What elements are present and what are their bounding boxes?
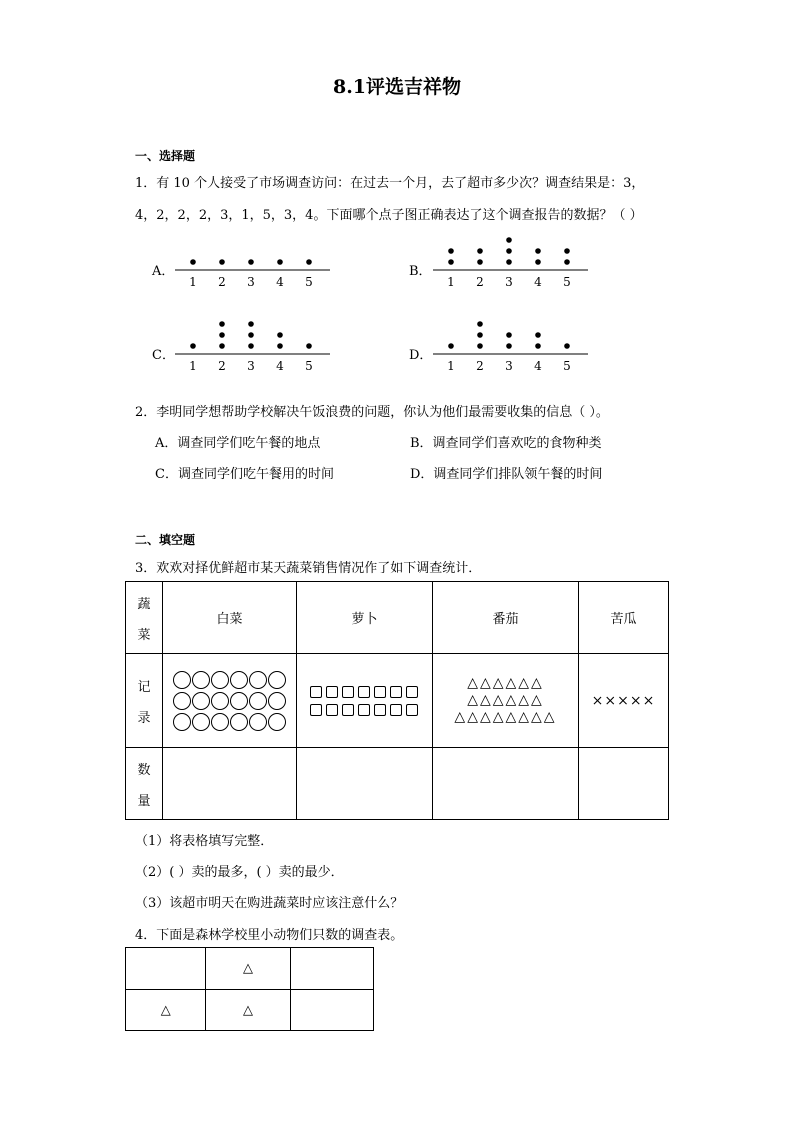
plot-dot (277, 343, 283, 349)
plot-dot (277, 259, 283, 265)
question-4-text: 4．下面是森林学校里小动物们只数的调查表。 (135, 928, 404, 943)
dot-plot-a (175, 238, 335, 293)
dot-plot-c (175, 312, 335, 377)
plot-dot (190, 259, 196, 265)
question-2-option-c[interactable]: C．调查同学们吃午餐用的时间 (155, 467, 334, 482)
tomato-record-cell (433, 654, 579, 748)
animal-cell[interactable] (290, 948, 373, 990)
bitter-melon-count-cell[interactable] (579, 748, 669, 820)
dot-plot-d (433, 312, 593, 377)
triangle-tally-row-3: △△△△△△△△ (454, 709, 557, 725)
plot-tick-label: 1 (447, 359, 455, 373)
radish-record-cell (297, 654, 433, 748)
option-b-label[interactable]: B． (409, 264, 432, 279)
plot-dot (219, 259, 225, 265)
plot-dot (506, 332, 512, 338)
plot-dot (535, 248, 541, 254)
plot-tick-label: 3 (505, 359, 513, 373)
option-a-label[interactable]: A． (152, 264, 175, 279)
plot-dot (477, 321, 483, 327)
plot-tick-label: 2 (476, 275, 484, 289)
plot-dot (248, 343, 254, 349)
plot-tick-label: 5 (305, 275, 313, 289)
bitter-melon-record-cell (579, 654, 669, 748)
plot-dot (506, 237, 512, 243)
radish-count-cell[interactable] (297, 748, 433, 820)
plot-tick-label: 4 (276, 359, 284, 373)
question-1-line-1: 1．有 10 个人接受了市场调查访问：在过去一个月，去了超市多少次？调查结果是：3， (135, 176, 645, 191)
tomato-count-cell[interactable] (433, 748, 579, 820)
plot-dot (535, 259, 541, 265)
plot-dot (535, 343, 541, 349)
plot-tick-label: 4 (534, 359, 542, 373)
option-d-label[interactable]: D． (409, 348, 433, 363)
plot-tick-label: 4 (276, 275, 284, 289)
animal-cell[interactable] (126, 948, 206, 990)
question-2-option-a[interactable]: A．调查同学们吃午餐的地点 (155, 436, 321, 451)
animal-cell[interactable] (290, 990, 373, 1031)
plot-dot (477, 248, 483, 254)
plot-dot (448, 259, 454, 265)
plot-dot (277, 332, 283, 338)
plot-tick-label: 5 (563, 359, 571, 373)
plot-dot (477, 332, 483, 338)
option-c-label[interactable]: C． (152, 348, 175, 363)
cross-tally: ××××× (591, 692, 656, 709)
plot-tick-label: 1 (189, 359, 197, 373)
plot-dot (190, 343, 196, 349)
animal-cell: △ (206, 948, 290, 990)
section-fill-heading: 二、填空题 (135, 533, 196, 547)
cabbage-count-cell[interactable] (163, 748, 297, 820)
veg-header-cabbage: 白菜 (163, 582, 297, 654)
question-2-option-b[interactable]: B．调查同学们喜欢吃的食物种类 (410, 436, 602, 451)
page-title: 8.1评选吉祥物 (332, 76, 462, 98)
plot-dot (248, 321, 254, 327)
plot-tick-label: 1 (189, 275, 197, 289)
plot-tick-label: 5 (563, 275, 571, 289)
plot-tick-label: 2 (218, 359, 226, 373)
animal-table (125, 947, 374, 1031)
plot-dot (248, 259, 254, 265)
plot-dot (535, 332, 541, 338)
question-3-sub-3: （3）该超市明天在购进蔬菜时应该注意什么？ (135, 896, 404, 911)
plot-dot (219, 332, 225, 338)
question-2-text: 2．李明同学想帮助学校解决午饭浪费的问题，你认为他们最需要收集的信息（ ）。 (135, 405, 609, 420)
plot-dot (564, 248, 570, 254)
plot-dot (448, 343, 454, 349)
count-label-cell: 数 量 (137, 762, 151, 809)
plot-dot (306, 343, 312, 349)
header-label-cell: 蔬 菜 (137, 596, 151, 643)
plot-tick-label: 5 (305, 359, 313, 373)
circle-tally (163, 671, 296, 731)
section-choice-heading: 一、选择题 (135, 149, 196, 163)
triangle-tally-row-1: △△△△△△ (467, 675, 544, 691)
plot-tick-label: 3 (247, 275, 255, 289)
question-2-option-d[interactable]: D．调查同学们排队领午餐的时间 (410, 467, 603, 482)
question-3-sub-2: （2）( ）卖的最多，( ）卖的最少． (135, 865, 344, 880)
plot-tick-label: 3 (505, 275, 513, 289)
triangle-tally-row-2: △△△△△△ (467, 692, 544, 708)
question-3-sub-1: （1）将表格填写完整． (135, 834, 274, 849)
plot-tick-label: 3 (247, 359, 255, 373)
plot-dot (219, 321, 225, 327)
veg-header-tomato: 番茄 (433, 582, 579, 654)
veg-header-radish: 萝卜 (297, 582, 433, 654)
plot-tick-label: 2 (218, 275, 226, 289)
plot-tick-label: 2 (476, 359, 484, 373)
question-1-line-2: 4，2，2，2，3，1，5，3，4。下面哪个点子图正确表达了这个调查报告的数据？（ ） (135, 208, 643, 223)
plot-dot (306, 259, 312, 265)
plot-dot (219, 343, 225, 349)
veg-header-bitter-melon: 苦瓜 (579, 582, 669, 654)
plot-tick-label: 1 (447, 275, 455, 289)
plot-tick-label: 4 (534, 275, 542, 289)
square-tally (297, 686, 432, 716)
question-3-text: 3．欢欢对择优鲜超市某天蔬菜销售情况作了如下调查统计． (135, 561, 482, 576)
plot-dot (477, 343, 483, 349)
plot-dot (506, 248, 512, 254)
cabbage-record-cell (163, 654, 297, 748)
dot-plot-b (433, 228, 593, 293)
plot-dot (564, 343, 570, 349)
plot-dot (448, 248, 454, 254)
plot-dot (506, 259, 512, 265)
plot-dot (506, 343, 512, 349)
animal-cell: △ (126, 990, 206, 1031)
animal-cell: △ (206, 990, 290, 1031)
plot-dot (248, 332, 254, 338)
plot-dot (564, 259, 570, 265)
record-label-cell: 记 录 (137, 679, 151, 726)
plot-dot (477, 259, 483, 265)
vegetable-table (125, 581, 669, 820)
